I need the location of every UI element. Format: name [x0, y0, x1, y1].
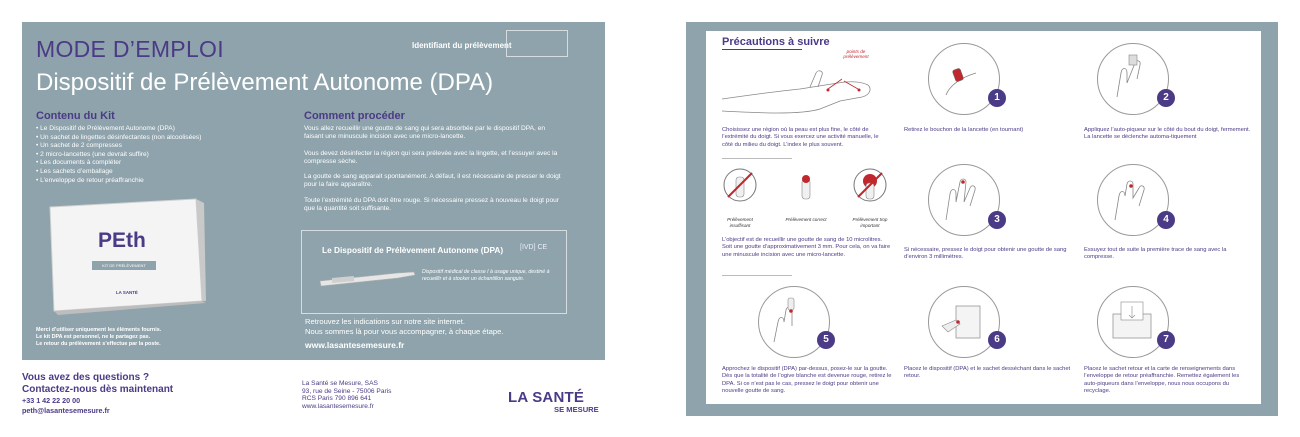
- return-bag-icon: [938, 296, 988, 346]
- separator: [722, 158, 792, 159]
- kit-box-logo: LA SANTÉ: [116, 290, 138, 295]
- intro-text: Choisissez une région où la peau est plus fine, le côté de l’extrémité du doigt. Si vous exercez une activité manuelle, le côté du milieu du doigt. L’index le plus souvent.: [722, 127, 879, 148]
- address-line[interactable]: www.lasantesemesure.fr: [302, 402, 374, 410]
- usage-footnote: [36, 327, 266, 348]
- questions-line: Contactez-nous dès maintenant: [22, 384, 174, 395]
- how-heading: Comment procéder: [304, 110, 405, 122]
- questions-line: Vous avez des questions ?: [22, 372, 150, 383]
- tube-label-correct: Prélèvement correct: [785, 217, 827, 222]
- kit-item: • L’enveloppe de retour préaffranchie: [36, 177, 296, 186]
- mode-emploi-title: MODE D’EMPLOI: [36, 36, 224, 62]
- dpa-box-title: Le Dispositif de Prélèvement Autonome (DPA): [322, 245, 504, 255]
- contact-details: [22, 396, 110, 415]
- step-5-text: Approchez le dispositif (DPA) par-dessus, posez-le sur la goutte. Dès que la totalité de l’ogive blanche est devenue rouge, retirez le DPA. Si ce n’est pas le cas, pressez le doigt pour obtenir une nouvelle goutte de sang.: [722, 366, 892, 394]
- website-info: [305, 317, 575, 337]
- kit-contents-list: [36, 125, 296, 185]
- step-3-badge: 3: [988, 211, 1006, 229]
- step-2-text: Appliquez l’auto-piqueur sur le côté du bout du doigt, fermement. La lancette se déclenche automa-tiquement: [1084, 127, 1251, 141]
- kit-box-image: [46, 197, 206, 317]
- sample-id-box: [506, 30, 568, 57]
- front-panel: [22, 22, 605, 360]
- footnote-line: Le retour du prélèvement s’effectue par la poste.: [36, 341, 161, 347]
- step-7-text: Placez le sachet retour et la carte de renseignements dans l’enveloppe de retour préaffranchie. Remettez également les auto-piqueurs dans l’enveloppe, nous nous occupons du recyclage.: [1084, 366, 1240, 394]
- hand-points-image: [720, 51, 890, 121]
- kit-item: • Le Dispositif de Prélèvement Autonome (DPA): [36, 125, 296, 134]
- email-address[interactable]: peth@lasantesemesure.fr: [22, 405, 110, 415]
- footnote-line: Merci d’utiliser uniquement les éléments fournis.: [36, 327, 162, 333]
- precautions-panel: [706, 31, 1261, 404]
- dpa-info-box: [301, 230, 567, 314]
- dpa-apply-icon: [768, 296, 818, 346]
- dpa-box-note: Dispositif médical de classe I à usage unique, destiné à recueillir et à stocker un échantillon sanguin.: [422, 269, 550, 282]
- phone-number[interactable]: +33 1 42 22 20 00: [22, 396, 81, 405]
- how-paragraph: Toute l’extrémité du DPA doit être rouge. Si nécessaire pressez à nouveau le doigt pour que la quantité soit suffisante.: [304, 197, 559, 213]
- step-6-text: Placez le dispositif (DPA) et le sachet desséchant dans le sachet retour.: [904, 366, 1071, 380]
- dpa-title: Dispositif de Prélèvement Autonome (DPA): [36, 69, 494, 96]
- kit-box-subtitle: KIT DE PRÉLÈVEMENT: [92, 261, 156, 270]
- brand-logo: LA SANTÉ: [508, 389, 585, 406]
- step-5-badge: 5: [817, 331, 835, 349]
- ce-ivd-mark: [IVD] CE: [520, 244, 548, 251]
- kit-item: • 2 micro-lancettes (une devrait suffire): [36, 151, 296, 160]
- hand-squeeze-icon: [940, 174, 986, 224]
- compress-wipe-icon: [1107, 174, 1157, 224]
- tube-results-image: [722, 167, 892, 213]
- tube-label-insufficient: Prélèvement insuffisant: [727, 217, 753, 228]
- envelope-icon: [1107, 296, 1157, 346]
- kit-item: • Un sachet de 2 compresses: [36, 142, 296, 151]
- lancet-cap-icon: [940, 55, 986, 101]
- tubes-text: L’objectif est de recueillir une goutte de sang de 10 microlitres. Soit une goutte d’approximativement 3 mm. Pour cela, on va faire une minuscule incision avec une micro-lancette.: [722, 237, 891, 258]
- points-label: points de prélèvement: [843, 49, 869, 60]
- instructions-front-page: [22, 22, 605, 416]
- dpa-device-image: [318, 267, 418, 289]
- step-6-badge: 6: [988, 331, 1006, 349]
- step-2-badge: 2: [1157, 89, 1175, 107]
- separator: [722, 275, 792, 276]
- how-paragraph: Vous allez recueillir une goutte de sang qui sera absorbée par le dispositif DPA, en faisant une minuscule incision avec une micro-lancette.: [304, 125, 546, 141]
- website-line: Nous sommes là pour vous accompagner, à chaque étape.: [305, 327, 504, 336]
- footnote-line: Le kit DPA est personnel, ne le partagez pas.: [36, 334, 151, 340]
- website-link[interactable]: www.lasantesemesure.fr: [305, 340, 405, 350]
- sample-id-label: Identifiant du prélèvement: [412, 41, 512, 50]
- precautions-page: [686, 22, 1278, 426]
- kit-item: • Un sachet de lingettes désinfectantes (non alcoolisées): [36, 134, 296, 143]
- step-4-text: Essuyez tout de suite la première trace de sang avec la compresse.: [1084, 247, 1227, 261]
- finger-press-icon: [1107, 53, 1157, 103]
- address-line: La Santé se Mesure, SAS: [302, 380, 378, 387]
- step-7-badge: 7: [1157, 331, 1175, 349]
- company-address: [302, 380, 391, 410]
- title-underline: [722, 49, 802, 50]
- kit-heading: Contenu du Kit: [36, 110, 115, 122]
- kit-item: • Les sachets d’emballage: [36, 168, 296, 177]
- step-4-badge: 4: [1157, 211, 1175, 229]
- kit-box-brand: PEth: [98, 229, 146, 252]
- tube-label-too-much: Prélèvement trop important: [852, 217, 888, 228]
- address-line: 93, rue de Seine - 75006 Paris: [302, 387, 392, 395]
- kit-item: • Les documents à compléter: [36, 159, 296, 168]
- precautions-title: Précautions à suivre: [722, 36, 830, 48]
- website-line: Retrouvez les indications sur notre site internet.: [305, 317, 465, 326]
- how-paragraph: Vous devez désinfecter la région qui sera prélevée avec la lingette, et l’essuyer avec la compresse sèche.: [304, 150, 558, 166]
- address-line: RCS Paris 790 896 641: [302, 395, 372, 403]
- credit-line: © La Santé se Mesure - Juin 2022 - Version 3.1 - conception et réalisation : Pascal Chevrieux - Agence NOOVIA: [698, 420, 957, 426]
- step-1-text: Retirez le bouchon de la lancette (en tournant): [904, 127, 1024, 133]
- questions-title: [22, 372, 173, 396]
- step-1-badge: 1: [988, 89, 1006, 107]
- how-paragraph: La goutte de sang apparait spontanément. A défaut, il est nécessaire de presser le doigt pour la faire apparaître.: [304, 173, 561, 189]
- step-3-text: Si nécessaire, pressez le doigt pour obtenir une goutte de sang d’environ 3 millimètres.: [904, 247, 1067, 261]
- brand-logo-sub: SE MESURE: [554, 405, 599, 414]
